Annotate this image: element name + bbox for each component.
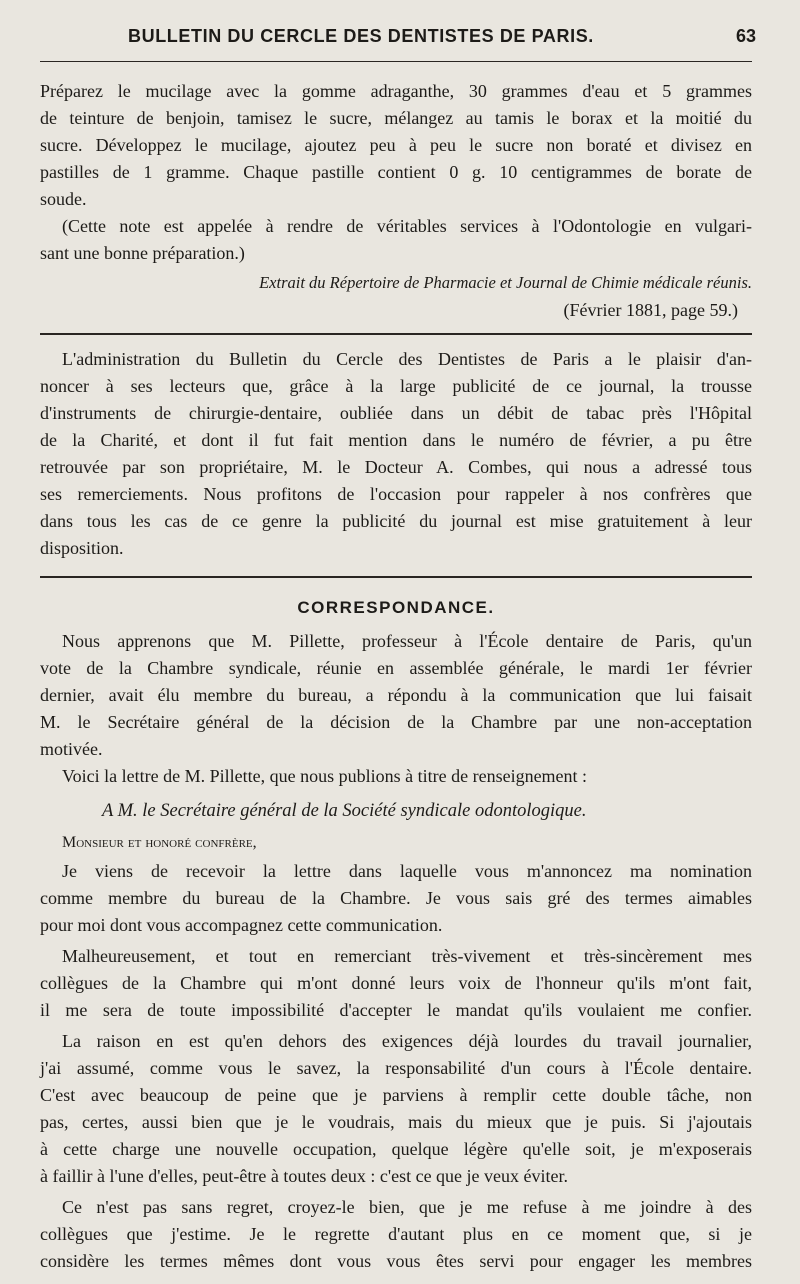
text-line: Voici la lettre de M. Pillette, que nous publions à titre de renseignement :: [62, 766, 588, 786]
text-line: dernier, avait élu membre du bureau, a répondu à la communication que lui faisait: [40, 685, 752, 705]
text-line: j'ai assumé, comme vous le savez, la responsabilité d'un cours à l'École dentaire.: [40, 1058, 752, 1078]
text-line: à cette charge une nouvelle occupation, quelque légère qu'elle soit, je m'exposerais: [40, 1139, 752, 1159]
section-divider: [40, 333, 752, 335]
text-line: considère les termes mêmes dont vous vous êtes servi pour engager les membres: [40, 1251, 752, 1271]
text-line: à faillir à l'une d'elles, peut-être à toutes deux : c'est ce que je veux éviter.: [40, 1166, 569, 1186]
text-line: collègues que j'estime. Je le regrette d'autant plus en ce moment que, si je: [40, 1224, 752, 1244]
text-line: soude.: [40, 189, 87, 209]
text-line: disposition.: [40, 538, 124, 558]
header-rule: [40, 61, 752, 62]
text-line: pastilles de 1 gramme. Chaque pastille contient 0 g. 10 centigrammes de borate de: [40, 162, 752, 182]
text-line: pas, certes, aussi bien que je le voudrais, mais du mieux que je puis. Si j'ajoutais: [40, 1112, 752, 1132]
text-line: La raison en est qu'en dehors des exigences déjà lourdes du travail journalier,: [62, 1031, 752, 1051]
source-citation: Extrait du Répertoire de Pharmacie et Journal de Chimie médicale réunis.: [259, 273, 752, 292]
text-line: retrouvée par son propriétaire, M. le Docteur A. Combes, qui nous a adressé tous: [40, 457, 752, 477]
text-line: sant une bonne préparation.): [40, 243, 245, 263]
text-line: Ce n'est pas sans regret, croyez-le bien, que je me refuse à me joindre à des: [62, 1197, 752, 1217]
text-line: sucre. Développez le mucilage, ajoutez peu à peu le sucre non boraté et divisez en: [40, 135, 752, 155]
text-line: noncer à ses lecteurs que, grâce à la large publicité de ce journal, la trousse: [40, 376, 752, 396]
text-line: d'instruments de chirurgie-dentaire, oubliée dans un débit de tabac près l'Hôpital: [40, 403, 752, 423]
text-line: de teinture de benjoin, tamisez le sucre, mélangez au tamis le borax et la moitié du: [40, 108, 752, 128]
running-header: [40, 26, 760, 52]
source-date: (Février 1881, page 59.): [563, 300, 738, 320]
letter-salutation: Monsieur et honoré confrère,: [62, 834, 257, 851]
journal-title: BULLETIN DU CERCLE DES DENTISTES DE PARIS.: [128, 26, 594, 46]
text-line: ses remerciements. Nous profitons de l'occasion pour rappeler à nos confrères que: [40, 484, 752, 504]
text-line: C'est avec beaucoup de peine que je parviens à remplir cette double tâche, non: [40, 1085, 752, 1105]
text-line: Préparez le mucilage avec la gomme adraganthe, 30 grammes d'eau et 5 grammes: [40, 81, 752, 101]
text-line: comme membre du bureau de la Chambre. Je vous sais gré des termes aimables: [40, 888, 752, 908]
section-heading: CORRESPONDANCE.: [297, 598, 495, 617]
letter-addressee: A M. le Secrétaire général de la Société syndicale odontologique.: [102, 801, 587, 821]
text-line: Je viens de recevoir la lettre dans laquelle vous m'annoncez ma nomination: [62, 861, 752, 881]
text-line: L'administration du Bulletin du Cercle des Dentistes de Paris a le plaisir d'an-: [62, 349, 752, 369]
text-line: vote de la Chambre syndicale, réunie en assemblée générale, le mardi 1er février: [40, 658, 752, 678]
page-number: 63: [735, 26, 756, 46]
text-line: Nous apprenons que M. Pillette, professeur à l'École dentaire de Paris, qu'un: [62, 631, 752, 651]
text-line: collègues de la Chambre qui m'ont donné leurs voix de l'honneur qu'ils m'ont fait,: [40, 973, 752, 993]
text-line: motivée.: [40, 739, 103, 759]
text-line: pour moi dont vous accompagnez cette communication.: [40, 915, 443, 935]
text-line: Malheureusement, et tout en remerciant très-vivement et très-sincèrement mes: [62, 946, 752, 966]
section-divider: [40, 576, 752, 578]
text-line: dans tous les cas de ce genre la publicité du journal est mise gratuitement à leur: [40, 511, 752, 531]
text-line: il me sera de toute impossibilité d'accepter le mandat qu'ils voulaient me confier.: [40, 1000, 752, 1020]
text-line: M. le Secrétaire général de la décision de la Chambre par une non-acceptation: [40, 712, 752, 732]
text-line: de la Charité, et dont il fut fait mention dans le numéro de février, a pu être: [40, 430, 752, 450]
text-line: (Cette note est appelée à rendre de véritables services à l'Odontologie en vulgari-: [62, 216, 752, 236]
